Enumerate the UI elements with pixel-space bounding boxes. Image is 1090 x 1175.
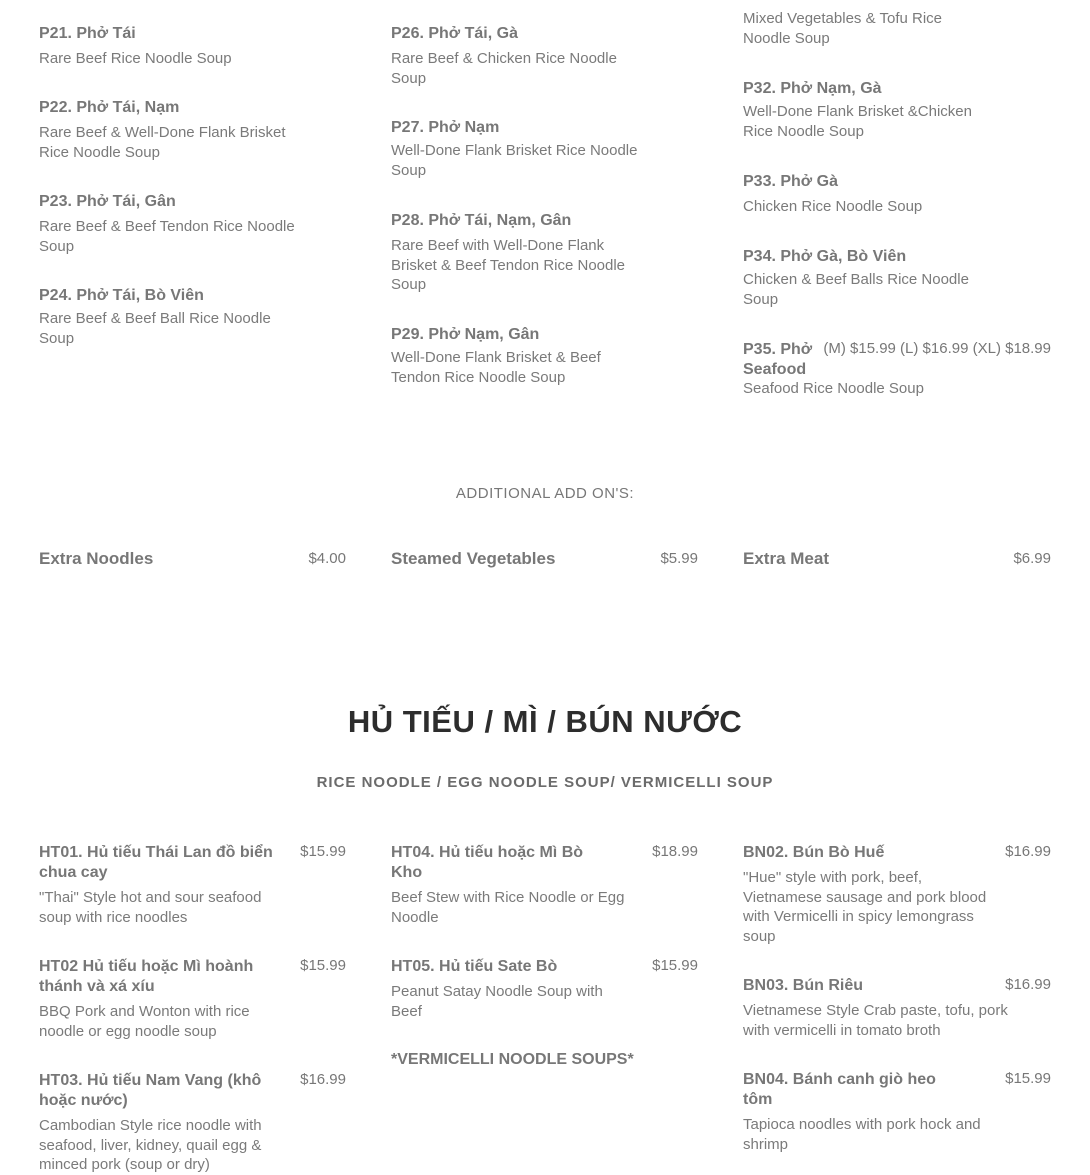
item-name: P33. Phở Gà [743,173,838,190]
item-name: BN04. Bánh canh giò heo tôm [743,1071,936,1108]
item-description: Rare Beef & Well-Done Flank Brisket Rice Noodle Soup [39,124,286,161]
item-name: P32. Phở Nạm, Gà [743,80,882,97]
item-price: $16.99 [1005,976,1051,993]
item-description: Rare Beef & Beef Ball Rice Noodle Soup [39,310,271,347]
item-name: P27. Phở Nạm [391,119,500,136]
item-name: P23. Phở Tái, Gân [39,193,176,210]
addon-name: Extra Meat [743,549,829,568]
item-price: $15.99 [652,957,698,974]
item-name: HT02 Hủ tiếu hoặc Mì hoành thánh và xá xíu [39,958,254,995]
item-description: Seafood Rice Noodle Soup [743,380,924,397]
item-name: P28. Phở Tái, Nạm, Gân [391,212,572,229]
item-description: Mixed Vegetables & Tofu Rice Noodle Soup [743,10,943,47]
menu-item-p21 [39,24,299,69]
item-price: $16.99 [300,1071,346,1088]
menu-item-p28 [391,211,653,295]
menu-item-p26 [391,24,653,88]
item-description: Rare Beef Rice Noodle Soup [39,50,232,67]
menu-item-p24 [39,286,299,348]
addon-name: Extra Noodles [39,549,154,568]
item-name: P22. Phở Tái, Nạm [39,99,180,116]
item-description: Well-Done Flank Brisket Rice Noodle Soup [391,142,638,179]
addons-label: ADDITIONAL ADD ON'S: [455,485,635,502]
item-name: HT05. Hủ tiếu Sate Bò [391,958,558,975]
item-description: Rare Beef with Well-Done Flank Brisket & Beef Tendon Rice Noodle Soup [391,237,626,293]
item-name: HT04. Hủ tiếu hoặc Mì Bò Kho [391,844,584,881]
menu-item-bn04 [743,1070,983,1154]
menu-item-p29 [391,325,653,387]
item-price: $15.99 [300,843,346,860]
vermicelli-note: *VERMICELLI NOODLE SOUPS* [391,1051,634,1068]
menu-item-p22 [39,98,299,162]
item-price: $15.99 [1005,1070,1051,1087]
item-name: BN02. Bún Bò Huế [743,844,885,861]
menu-item-p34 [743,247,1005,309]
item-description: Beef Stew with Rice Noodle or Egg Noodle [391,889,625,926]
item-description: "Thai" Style hot and sour seafood soup with rice noodles [39,889,262,926]
item-description: Chicken Rice Noodle Soup [743,198,923,215]
item-description: Rare Beef & Beef Tendon Rice Noodle Soup [39,218,295,255]
item-price: $18.99 [652,843,698,860]
item-description: Cambodian Style rice noodle with seafood, liver, kidney, quail egg & minced pork (soup or dry) [39,1117,262,1173]
item-name: P34. Phở Gà, Bò Viên [743,248,907,265]
addon-price: $4.00 [308,550,346,567]
menu-item-partial [743,9,993,48]
addon-price: $5.99 [660,550,698,567]
item-name: P26. Phở Tái, Gà [391,25,518,42]
section-subtitle: RICE NOODLE / EGG NOODLE SOUP/ VERMICELLI SOUP [316,774,774,791]
section-title: HỦ TIẾU / MÌ / BÚN NƯỚC [347,704,743,739]
item-description: Peanut Satay Noodle Soup with Beef [391,983,603,1020]
item-name: HT01. Hủ tiếu Thái Lan đồ biển chua cay [39,844,273,881]
item-name: P29. Phở Nạm, Gân [391,326,540,343]
menu-item-ht05 [391,957,631,1021]
item-price: (M) $15.99 (L) $16.99 (XL) $18.99 [823,340,1051,357]
menu-item-p32 [743,79,1005,141]
item-name: HT03. Hủ tiếu Nam Vang (khô hoặc nước) [39,1072,262,1109]
item-description: Chicken & Beef Balls Rice Noodle Soup [743,271,969,308]
item-name: P21. Phở Tái [39,25,136,42]
item-name: P24. Phở Tái, Bò Viên [39,287,204,304]
item-description: Rare Beef & Chicken Rice Noodle Soup [391,50,617,87]
menu-item-p33 [743,172,1005,217]
item-price: $16.99 [1005,843,1051,860]
item-description: Well-Done Flank Brisket & Beef Tendon Rice Noodle Soup [391,349,601,386]
item-description: Tapioca noodles with pork hock and shrimp [743,1116,981,1153]
item-description: BBQ Pork and Wonton with rice noodle or egg noodle soup [39,1003,250,1040]
item-name: P35. Phở Seafood [743,341,813,378]
item-name: BN03. Bún Riêu [743,977,864,994]
addon-price: $6.99 [1013,550,1051,567]
menu-item-p27 [391,118,653,180]
addon-name: Steamed Vegetables [391,549,556,568]
item-description: Well-Done Flank Brisket &Chicken Rice Noodle Soup [743,103,972,140]
item-price: $15.99 [300,957,346,974]
menu-item-p23 [39,192,299,256]
item-description: "Hue" style with pork, beef, Vietnamese sausage and pork blood with Vermicelli in spicy lemongrass soup [743,869,987,945]
item-description: Vietnamese Style Crab paste, tofu, pork with vermicelli in tomato broth [743,1002,1008,1039]
